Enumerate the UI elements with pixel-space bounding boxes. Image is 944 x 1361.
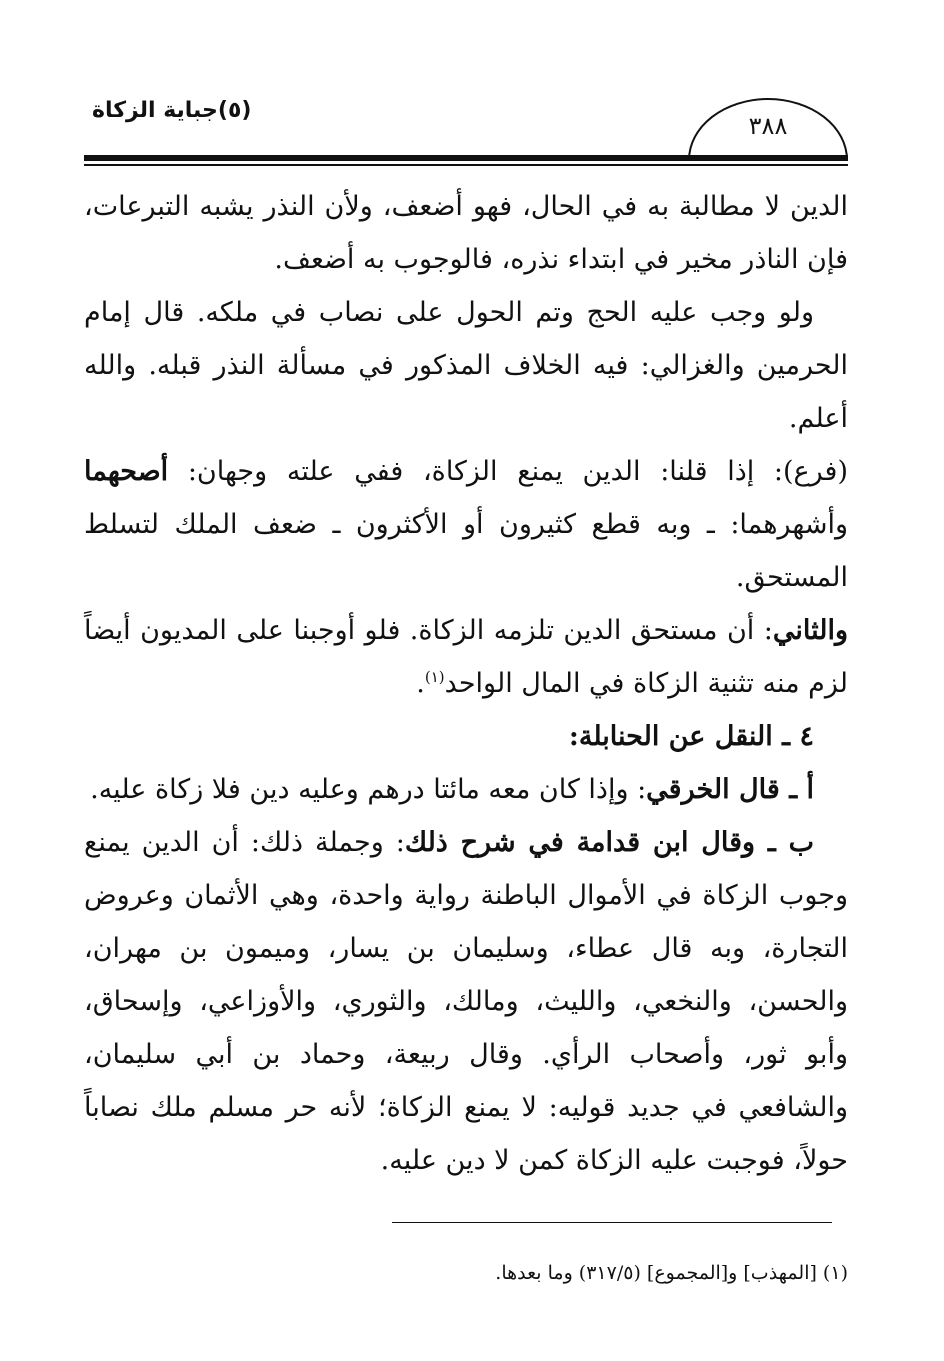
paragraph-3-start: (فرع): إذا قلنا: الدين يمنع الزكاة، ففي علته وجهان: xyxy=(168,456,848,487)
body-text xyxy=(84,180,848,1187)
footnote-rule xyxy=(392,1222,832,1223)
running-title: (٥)جباية الزكاة xyxy=(92,98,252,123)
paragraph-5 xyxy=(84,763,848,816)
paragraph-2: ولو وجب عليه الحج وتم الحول على نصاب في ملكه. قال إمام الحرمين والغزالي: فيه الخلاف المذكور في مسألة النذر قبله. والله أعلم. xyxy=(84,297,848,434)
paragraph-4-end: . xyxy=(416,668,425,699)
paragraph-3 xyxy=(84,445,848,604)
paragraph-4-bold-term: والثاني xyxy=(772,615,848,646)
section-heading: ٤ ـ النقل عن الحنابلة: xyxy=(568,721,814,752)
paragraph-4-text: : أن مستحق الدين تلزمه الزكاة. فلو أوجبنا على المديون أيضاً لزم منه تثنية الزكاة في المال الواحد xyxy=(84,615,848,699)
paragraph-1: الدين لا مطالبة به في الحال، فهو أضعف، ولأن النذر يشبه التبرعات، فإن الناذر مخير في ابتداء نذره، فالوجوب به أضعف. xyxy=(84,191,848,275)
paragraph-5-text: : وإذا كان معه مائتا درهم وعليه دين فلا زكاة عليه. xyxy=(90,774,647,805)
paragraph-3-end: وأشهرهما: ـ وبه قطع كثيرون أو الأكثرون ـ ضعف الملك لتسلط المستحق. xyxy=(84,509,848,593)
paragraph-4 xyxy=(84,604,848,710)
paragraph-3-bold-term: أصحهما xyxy=(84,456,169,487)
paragraph-6 xyxy=(84,816,848,1187)
header-rule-thick xyxy=(84,155,848,161)
page-number: ٣٨٨ xyxy=(748,112,788,140)
paragraph-6-text: : وجملة ذلك: أن الدين يمنع وجوب الزكاة في الأموال الباطنة رواية واحدة، وهي الأثمان وعروض التجارة، وبه قال عطاء، وسليمان بن يسار، وميمون بن مهران، والحسن، والنخعي، والليث، ومالك، والثوري، والأوزاعي، وإسحاق، وأبو ثور، وأصحاب الرأي. وقال ربيعة، وحماد بن أبي سليمان، والشافعي في جديد قوليه: لا يمنع الزكاة؛ لأنه حر مسلم ملك نصاباً حولاً، فوجبت عليه الزكاة كمن لا دين عليه. xyxy=(84,827,848,1176)
paragraph-5-bold-term: أ ـ قال الخرقي xyxy=(646,774,814,805)
footnote-ref-1[interactable]: (١) xyxy=(424,668,445,686)
paragraph-6-bold-term: ب ـ وقال ابن قدامة في شرح ذلك xyxy=(404,827,814,858)
footnote-1: (١) [المهذب] و[المجموع] (٣١٧/٥) وما بعدها. xyxy=(495,1262,848,1284)
header-rule-thin xyxy=(84,164,848,166)
